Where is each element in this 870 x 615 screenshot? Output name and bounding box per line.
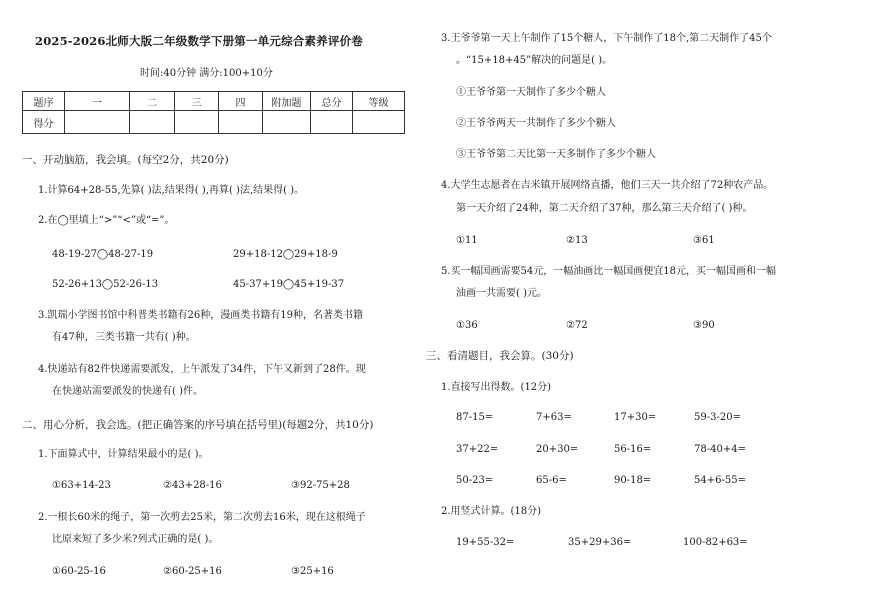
s3-calc-item: 37+22= <box>456 444 499 455</box>
score-header-cell: 二 <box>130 92 175 111</box>
s2-q4-option: ②13 <box>566 235 588 246</box>
s3-calc-item: 50-23= <box>456 475 494 486</box>
s3-calc-item: 78-40+4= <box>694 444 746 455</box>
score-cell[interactable] <box>353 111 405 134</box>
s2-q1-option: ②43+28-16 <box>163 480 222 491</box>
s2-q4-option: ①11 <box>456 235 478 246</box>
s3-calc-item: 56-16= <box>614 444 652 455</box>
s2-question-2-line1: 2.一根长60米的绳子，第一次剪去25米，第二次剪去16米，现在这根绳子 <box>38 512 366 523</box>
s2-q1-option: ①63+14-23 <box>52 480 111 491</box>
score-cell[interactable] <box>263 111 311 134</box>
score-cell[interactable] <box>130 111 175 134</box>
s2-question-4-line1: 4.大学生志愿者在吉米镇开展网络直播，他们三天一共介绍了72种农产品。 <box>441 180 774 191</box>
s2-question-3-line2: 。“15+18+45”解决的问题是( )。 <box>456 55 613 66</box>
score-table <box>22 91 405 134</box>
score-table-header-row <box>23 92 405 111</box>
s2-q5-option: ③90 <box>693 320 715 331</box>
s3-calc-item: 90-18= <box>614 475 652 486</box>
score-header-cell: 一 <box>65 92 130 111</box>
score-header-cell: 附加题 <box>263 92 311 111</box>
s1-question-3-line2: 有47种，三类书籍一共有( )种。 <box>52 332 196 343</box>
s3-vertical-item: 35+29+36= <box>568 537 632 548</box>
s2-question-1: 1.下面算式中，计算结果最小的是( )。 <box>38 449 209 460</box>
s2-question-2-line2: 比原来短了多少米?列式正确的是( )。 <box>52 534 219 545</box>
s3-question-1: 1.直接写出得数。(12分) <box>441 382 552 393</box>
s2-q2-option: ①60-25-16 <box>52 566 106 577</box>
exam-info: 时间:40分钟 满分:100+10分 <box>140 68 273 79</box>
score-table-score-row <box>23 111 405 134</box>
s1-question-3-line1: 3.凯瑞小学图书馆中科普类书籍有26种，漫画类书籍有19种，名著类书籍 <box>38 310 363 321</box>
s3-calc-item: 59-3-20= <box>694 412 741 423</box>
s2-question-4-line2: 第一天介绍了24种，第二天介绍了37种，那么第三天介绍了( )种。 <box>456 203 753 214</box>
section1-title: 一、开动脑筋，我会填。(每空2分，共20分) <box>22 154 229 166</box>
s3-question-2: 2.用竖式计算。(18分) <box>441 506 542 517</box>
s3-calc-item: 7+63= <box>536 412 572 423</box>
s1-question-4-line2: 在快递站需要派发的快递有( )件。 <box>52 386 203 397</box>
s1-q2-item: 29+18-12◯29+18-9 <box>233 249 338 260</box>
s3-calc-item: 20+30= <box>536 444 579 455</box>
s2-q3-option: ②王爷爷两天一共制作了多少个糖人 <box>456 118 616 129</box>
s1-q2-item: 48-19-27◯48-27-19 <box>52 249 154 260</box>
s1-question-2: 2.在◯里填上“>”“<”或“=”。 <box>38 215 175 226</box>
s1-question-4-line1: 4.快递站有82件快递需要派发，上午派发了34件，下午又新到了28件。现 <box>38 364 366 375</box>
s3-calc-item: 54+6-55= <box>694 475 746 486</box>
score-header-cell: 三 <box>175 92 219 111</box>
section2-title: 二、用心分析，我会选。(把正确答案的序号填在括号里)(每题2分，共10分) <box>22 419 374 431</box>
s2-question-5-line1: 5.买一幅国画需要54元，一幅油画比一幅国画便宜18元，买一幅国画和一幅 <box>441 266 776 277</box>
s3-vertical-item: 19+55-32= <box>456 537 515 548</box>
s2-q3-option: ①王爷爷第一天制作了多少个糖人 <box>456 87 606 98</box>
score-header-cell: 题序 <box>23 92 65 111</box>
s2-q3-option: ③王爷爷第二天比第一天多制作了多少个糖人 <box>456 149 656 160</box>
s1-q2-item: 52-26+13◯52-26-13 <box>52 279 159 290</box>
score-cell[interactable] <box>311 111 353 134</box>
score-cell[interactable] <box>219 111 263 134</box>
score-header-cell: 四 <box>219 92 263 111</box>
page-title: 2025-2026北师大版二年级数学下册第一单元综合素养评价卷 <box>35 34 363 48</box>
s2-question-3-line1: 3.王爷爷第一天上午制作了15个糖人，下午制作了18个,第二天制作了45个 <box>441 33 772 44</box>
s3-calc-item: 17+30= <box>614 412 657 423</box>
s3-calc-item: 65-6= <box>536 475 567 486</box>
s1-q2-item: 45-37+19◯45+19-37 <box>233 279 345 290</box>
s2-q4-option: ③61 <box>693 235 715 246</box>
s2-q1-option: ③92-75+28 <box>291 480 350 491</box>
s1-question-1: 1.计算64+28-55,先算( )法,结果得( ),再算( )法,结果得( )。 <box>38 185 305 196</box>
s2-q5-option: ②72 <box>566 320 588 331</box>
s3-calc-item: 87-15= <box>456 412 494 423</box>
score-header-cell: 等级 <box>353 92 405 111</box>
score-cell[interactable] <box>175 111 219 134</box>
s2-q2-option: ②60-25+16 <box>163 566 222 577</box>
score-header-cell: 总分 <box>311 92 353 111</box>
section3-title: 三、看清题目，我会算。(30分) <box>426 350 574 362</box>
s2-q2-option: ③25+16 <box>291 566 334 577</box>
s2-question-5-line2: 油画一共需要( )元。 <box>456 288 547 299</box>
score-cell[interactable] <box>65 111 130 134</box>
s3-vertical-item: 100-82+63= <box>683 537 748 548</box>
s2-q5-option: ①36 <box>456 320 478 331</box>
score-row-label: 得分 <box>23 111 65 134</box>
